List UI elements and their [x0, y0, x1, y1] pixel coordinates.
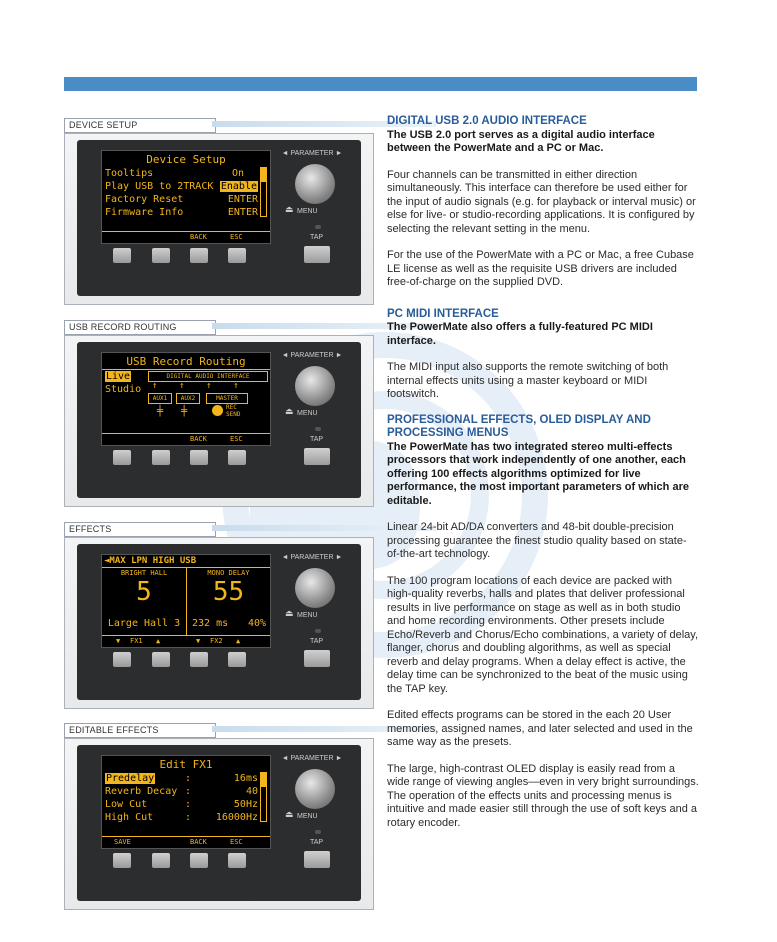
row-value: On [231, 168, 244, 179]
lead-paragraph: The PowerMate also offers a fully-featured PC MIDI interface. [387, 321, 653, 347]
soft-label: SAVE [114, 838, 131, 846]
menu-icon: ⏏ [285, 406, 294, 416]
row-key: High Cut [105, 812, 154, 823]
menu-row [105, 168, 258, 181]
soft-key-4 [228, 652, 246, 667]
rec-send-knob-icon [212, 405, 223, 416]
soft-key-1 [113, 853, 131, 868]
fader-icons: ╪ ╪ [157, 406, 188, 417]
fx1-value: 5 [136, 577, 152, 607]
soft-label: ESC [230, 435, 243, 443]
soft-key-1 [113, 248, 131, 263]
section-label: USB RECORD ROUTING [64, 320, 216, 335]
section-label: EFFECTS [64, 522, 216, 537]
menu-row [105, 194, 258, 207]
oled-screen [101, 150, 271, 244]
option-label: Live [106, 371, 131, 382]
soft-key-labels [102, 433, 270, 445]
parameter-label: ◄ PARAMETER ► [281, 150, 343, 157]
tap-label: TAP [310, 839, 324, 846]
routing-interface-box: DIGITAL AUDIO INTERFACE [148, 371, 268, 382]
lead-paragraph: The PowerMate has two integrated stereo multi-effects processors that work independently of one another, each offering 100 effects algorithms optimized for live performance, the most important parameters of which are editable. [387, 440, 689, 507]
menu-row [105, 207, 258, 220]
body-paragraph: Linear 24-bit AD/DA converters and 48-bit double-precision processing guarantee the finest studio quality based on state-of-the-art technology. [387, 521, 687, 560]
tap-button [304, 851, 330, 868]
scrollbar [260, 167, 267, 217]
soft-key-1 [113, 652, 131, 667]
option-label: Studio [105, 384, 142, 395]
soft-key-4 [228, 853, 246, 868]
param-row: Predelay : 16ms [106, 773, 258, 784]
param-row: Reverb Decay : 40 [105, 786, 258, 797]
body-paragraph: The 100 program locations of each device are packed with high-quality reverbs, halls and plates that deliver professional results in live performance on stage as well as in both studio and home recording environments. Other presets include Echo/Reverb and Chorus/Echo combinations, a variety of delay, flanger, chorus and doubling algorithms, as well as special reverb and delay programs. When a delay effect is active, the delay time can be synchronized to the beat of the music using the TAP key. [387, 574, 699, 695]
device-photo-frame [64, 335, 374, 507]
device-photo-frame [64, 537, 374, 709]
routing-arrows: ↑ ↑ ↑ ↑ [152, 381, 239, 391]
section-heading: PROFESSIONAL EFFECTS, OLED DISPLAY AND PROCESSING MENUS [387, 413, 651, 439]
menu-label: MENU [297, 208, 318, 215]
header-bar [64, 77, 697, 91]
fx2-value: 55 [212, 577, 245, 607]
soft-key-3 [190, 450, 208, 465]
device-photo-frame [64, 133, 374, 305]
device-panel [77, 140, 361, 296]
soft-label: ▲ [156, 637, 161, 645]
body-paragraph: Four channels can be transmitted in either direction simultaneously. This interface can therefore be used either for the input of audio signals (e.g. for playback or interval music) or else for live- or studio-recording applications. It is configured by selecting the relevant setting in the menu. [387, 168, 696, 235]
soft-key-2 [152, 652, 170, 667]
section-label: EDITABLE EFFECTS [64, 723, 216, 738]
row-value: 50Hz [233, 799, 258, 810]
device-photo-frame [64, 738, 374, 910]
tap-led [315, 830, 321, 834]
body-paragraph: The large, high-contrast OLED display is easily read from a wide range of viewing angles—even in very bright surroundings. The operation of the effects units and processing menus is intuitive and made easier still through the use of soft keys and a rotary encoder. [387, 762, 699, 829]
rotary-encoder [295, 366, 335, 406]
tap-label: TAP [310, 234, 324, 241]
oled-screen [101, 755, 271, 849]
soft-key-3 [190, 652, 208, 667]
menu-icon: ⏏ [285, 608, 294, 618]
fx1-tag: FX1 [130, 637, 143, 645]
tap-button [304, 650, 330, 667]
row-key: Predelay [106, 773, 155, 784]
section-heading: PC MIDI INTERFACE [387, 307, 499, 320]
row-key: Reverb Decay [105, 786, 178, 797]
tap-label: TAP [310, 436, 324, 443]
soft-label: ▲ [236, 637, 241, 645]
menu-label: MENU [297, 410, 318, 417]
fx2-name: MONO DELAY [207, 569, 250, 577]
row-value: ENTER [227, 207, 258, 218]
article-column [387, 115, 699, 830]
rotary-encoder [295, 164, 335, 204]
fx2-mix: 40% [247, 618, 266, 629]
tap-button [304, 448, 330, 465]
row-value: 40 [245, 786, 258, 797]
soft-key-labels [102, 231, 270, 243]
soft-label: BACK [190, 233, 207, 241]
soft-label: BACK [190, 435, 207, 443]
soft-label: BACK [190, 838, 207, 846]
effects-top-bar: ◄MAX LPN HIGH USB [104, 556, 197, 566]
rec-send-label: REC SEND [226, 404, 241, 418]
row-key: Firmware Info [105, 207, 184, 218]
screen-title: USB Record Routing [102, 355, 270, 370]
row-value: Enable [220, 181, 257, 192]
soft-key-3 [190, 248, 208, 263]
soft-key-2 [152, 853, 170, 868]
soft-label: ESC [230, 233, 243, 241]
routing-aux2-box: AUX2 [176, 393, 200, 404]
rotary-encoder [295, 568, 335, 608]
screen-title: Device Setup [146, 153, 226, 166]
soft-label: ESC [230, 838, 243, 846]
soft-key-labels [102, 836, 270, 848]
menu-icon: ⏏ [285, 204, 294, 214]
param-row: Low Cut : 50Hz [105, 799, 258, 810]
article-block-usb [387, 115, 699, 290]
fx1-name: BRIGHT HALL [120, 569, 168, 577]
routing-aux1-box: AUX1 [148, 393, 172, 404]
soft-label: ▼ [196, 637, 201, 645]
tap-led [315, 225, 321, 229]
fx2-tag: FX2 [210, 637, 223, 645]
row-key: Play USB to 2TRACK [105, 181, 214, 192]
tap-label: TAP [310, 638, 324, 645]
routing-master-box: MASTER [206, 393, 248, 404]
soft-key-2 [152, 248, 170, 263]
tap-led [315, 629, 321, 633]
row-key: Tooltips [105, 168, 154, 179]
tap-led [315, 427, 321, 431]
row-value: 16000Hz [215, 812, 258, 823]
parameter-label: ◄ PARAMETER ► [281, 755, 343, 762]
soft-label: ▼ [116, 637, 121, 645]
soft-key-4 [228, 248, 246, 263]
soft-key-2 [152, 450, 170, 465]
oled-screen [101, 554, 271, 648]
row-value: ENTER [227, 194, 258, 205]
body-paragraph: The MIDI input also supports the remote switching of both internal effects units using a master keyboard or MIDI footswitch. [387, 361, 669, 400]
param-row: High Cut : 16000Hz [105, 812, 258, 823]
soft-key-labels [102, 635, 270, 647]
rotary-encoder [295, 769, 335, 809]
menu-row [105, 181, 258, 194]
device-panel [77, 745, 361, 901]
parameter-label: ◄ PARAMETER ► [281, 352, 343, 359]
device-panel [77, 544, 361, 700]
lead-paragraph: The USB 2.0 port serves as a digital audio interface between the PowerMate and a PC or Mac. [387, 128, 655, 154]
scrollbar [260, 772, 267, 822]
article-block-effects [387, 414, 699, 831]
soft-key-4 [228, 450, 246, 465]
row-key: Factory Reset [105, 194, 184, 205]
section-label: DEVICE SETUP [64, 118, 216, 133]
section-heading: DIGITAL USB 2.0 AUDIO INTERFACE [387, 115, 587, 127]
row-value: 16ms [233, 773, 258, 784]
screen-title: Edit FX1 [159, 758, 213, 771]
soft-key-1 [113, 450, 131, 465]
tap-button [304, 246, 330, 263]
fx2-time: 232 ms [192, 618, 229, 629]
row-key: Low Cut [105, 799, 148, 810]
menu-label: MENU [297, 813, 318, 820]
article-block-midi [387, 308, 699, 402]
parameter-label: ◄ PARAMETER ► [281, 554, 343, 561]
soft-key-3 [190, 853, 208, 868]
body-paragraph: For the use of the PowerMate with a PC or Mac, a free Cubase LE license as well as the requisite USB drivers are included free-of-charge on the supplied DVD. [387, 249, 694, 288]
device-panel [77, 342, 361, 498]
menu-icon: ⏏ [285, 809, 294, 819]
menu-label: MENU [297, 612, 318, 619]
fx1-preset: Large Hall 3 [107, 618, 181, 629]
body-paragraph: Edited effects programs can be stored in the each 20 User memories, assigned names, and later selected and used in the same way as the presets. [387, 709, 693, 748]
oled-screen [101, 352, 271, 446]
